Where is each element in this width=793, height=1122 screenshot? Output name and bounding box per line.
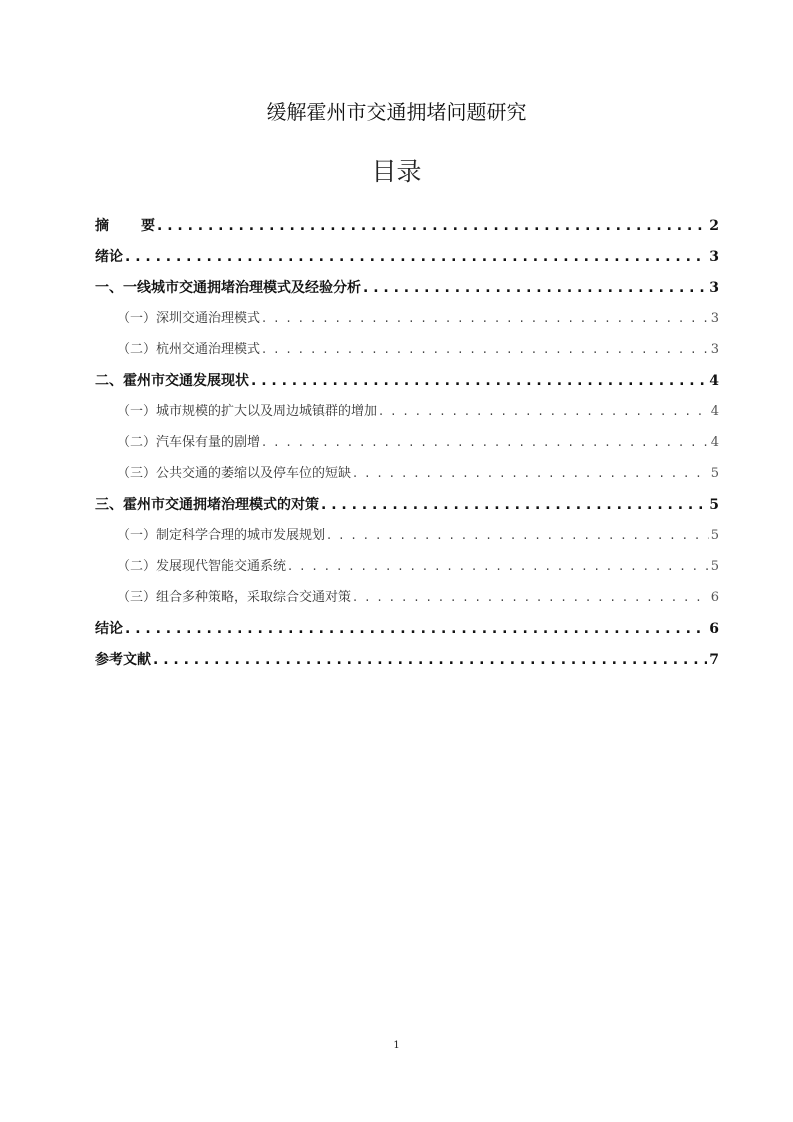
toc-entry-page: 7: [709, 652, 719, 668]
toc-entry-introduction[interactable]: [95, 244, 719, 275]
toc-entry-section-3-3[interactable]: [95, 585, 719, 616]
dot-leader: [262, 306, 709, 332]
toc-entry-section-2-3[interactable]: [95, 461, 719, 492]
toc-entry-chapter-2[interactable]: [95, 368, 719, 399]
toc-entry-section-1-2[interactable]: [95, 337, 719, 368]
toc-entry-section-1-1[interactable]: [95, 306, 719, 337]
dot-leader: [321, 492, 707, 518]
toc-entry-page: 3: [709, 280, 719, 296]
toc-entry-label: 摘 要: [95, 218, 155, 234]
toc-entry-conclusion[interactable]: [95, 616, 719, 647]
dot-leader: [125, 616, 707, 642]
dot-leader: [288, 554, 709, 580]
toc-entry-page: 3: [710, 342, 719, 357]
toc-entry-section-2-1[interactable]: [95, 399, 719, 430]
toc-entry-label: （三）组合多种策略，采取综合交通对策: [117, 590, 352, 605]
toc-entry-chapter-1[interactable]: [95, 275, 719, 306]
toc-heading: 目录: [371, 157, 422, 186]
toc-entry-section-3-2[interactable]: [95, 554, 719, 585]
dot-leader: [379, 399, 709, 425]
dot-leader: [125, 244, 707, 270]
toc-entry-label: （三）公共交通的萎缩以及停车位的短缺: [117, 466, 352, 481]
toc-entry-page: 5: [710, 559, 719, 574]
toc-entry-label: （二）杭州交通治理模式: [117, 342, 261, 357]
toc-entry-label: （一）城市规模的扩大以及周边城镇群的增加: [117, 404, 378, 419]
toc-entry-page: 5: [710, 528, 719, 543]
document-title: 缓解霍州市交通拥堵问题研究: [266, 100, 527, 124]
toc-entry-label: （一）制定科学合理的城市发展规划: [117, 528, 326, 543]
dot-leader: [153, 647, 707, 673]
toc-entry-page: 3: [710, 311, 719, 326]
toc-entry-label: （二）发展现代智能交通系统: [117, 559, 287, 574]
toc-entry-label: 结论: [95, 621, 123, 637]
toc-entry-label: 一、一线城市交通拥堵治理模式及经验分析: [95, 280, 361, 296]
dot-leader: [353, 585, 709, 611]
toc-entry-page: 2: [709, 218, 719, 234]
toc-entry-page: 4: [710, 435, 719, 450]
toc-entry-page: 6: [710, 590, 719, 605]
dot-leader: [327, 523, 709, 549]
dot-leader: [262, 430, 709, 456]
toc-entry-section-2-2[interactable]: [95, 430, 719, 461]
toc-entry-page: 3: [709, 249, 719, 265]
toc-entry-section-3-1[interactable]: [95, 523, 719, 554]
toc-entry-page: 4: [710, 404, 719, 419]
toc-entry-label: （二）汽车保有量的剧增: [117, 435, 261, 450]
toc-entry-page: 4: [709, 373, 719, 389]
toc-entry-page: 5: [709, 497, 719, 513]
toc-entry-label: 绪论: [95, 249, 123, 265]
toc-entry-page: 6: [709, 621, 719, 637]
toc-entry-label: 参考文献: [95, 652, 151, 668]
toc-entry-label: 二、霍州市交通发展现状: [95, 373, 249, 389]
dot-leader: [363, 275, 707, 301]
toc-entry-label: （一）深圳交通治理模式: [117, 311, 261, 326]
dot-leader: [157, 213, 707, 239]
dot-leader: [353, 461, 709, 487]
toc-entry-abstract[interactable]: [95, 213, 719, 244]
toc-entry-label: 三、霍州市交通拥堵治理模式的对策: [95, 497, 319, 513]
dot-leader: [262, 337, 709, 363]
page-number: 1: [393, 1040, 400, 1051]
toc-entry-page: 5: [710, 466, 719, 481]
table-of-contents: [95, 213, 719, 678]
dot-leader: [251, 368, 707, 394]
toc-entry-references[interactable]: [95, 647, 719, 678]
toc-entry-chapter-3[interactable]: [95, 492, 719, 523]
